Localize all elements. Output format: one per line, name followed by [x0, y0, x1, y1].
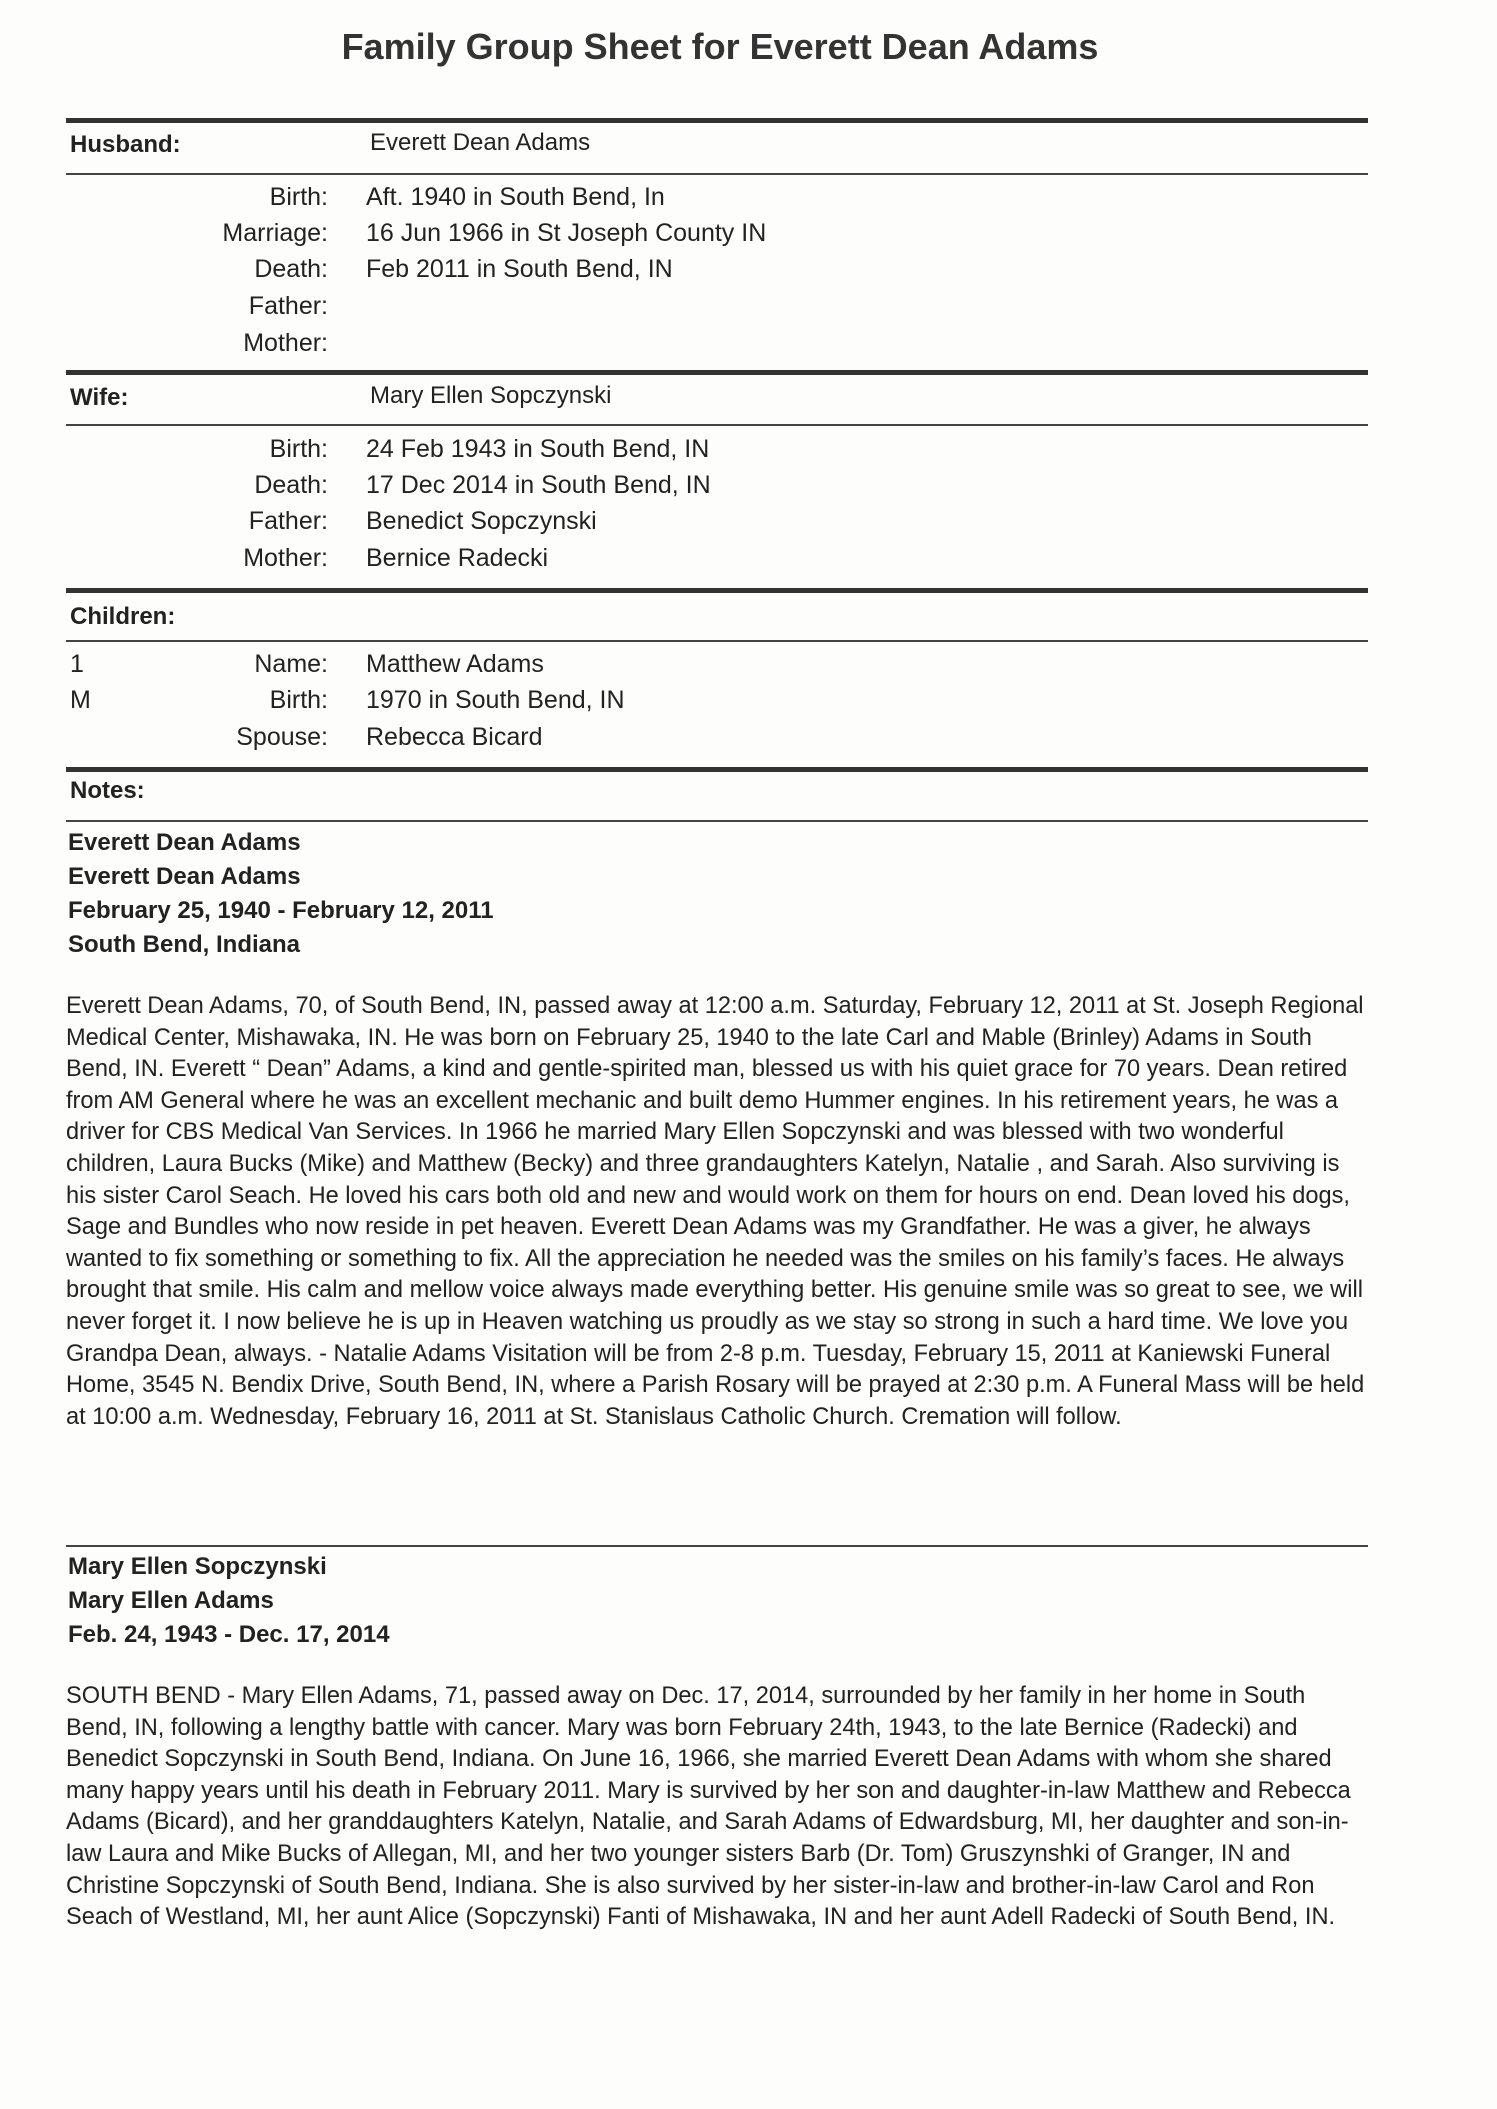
fact-value: Aft. 1940 in South Bend, In [366, 183, 665, 211]
section-subdivider [66, 424, 1368, 426]
note-divider [66, 1545, 1368, 1547]
husband-fact-birth [0, 183, 1440, 219]
note-heading-line: Mary Ellen Adams [68, 1587, 274, 1614]
fact-value: Feb 2011 in South Bend, IN [366, 255, 673, 283]
section-divider [66, 588, 1368, 593]
wife-fact-birth [0, 435, 1440, 471]
note-heading [68, 1550, 390, 1652]
note-heading-line: South Bend, Indiana [68, 931, 300, 958]
child-fact-spouse [0, 723, 1440, 759]
fact-value: 17 Dec 2014 in South Bend, IN [366, 471, 711, 499]
note-body: Everett Dean Adams, 70, of South Bend, IN, passed away at 12:00 a.m. Saturday, February 12, 2011 at St. Joseph Regional Medical Center, Mishawaka, IN. He was born on February 25, 1940 to the late Carl and Mable (Brinley) Adams in South Bend, IN. Everett “ Dean” Adams, a kind and gentle-spirited man, blessed us with his quiet grace for 70 years. Dean retired from AM General where he was an excellent mechanic and built demo Hummer engines. In his retirement years, he was a driver for CBS Medical Van Services. In 1966 he married Mary Ellen Sopczynski and was blessed with two wonderful children, Laura Bucks (Mike) and Matthew (Becky) and three grandaughters Katelyn, Natalie , and Sarah. Also surviving is his sister Carol Seach. He loved his cars both old and new and would work on them for hours on end. Dean loved his dogs, Sage and Bundles who now reside in pet heaven. Everett Dean Adams was my Grandfather. He was a giver, he always wanted to fix something or something to fix. All the appreciation he needed was the smiles on his family’s faces. He always brought that smile. His calm and mellow voice always made everything better. His genuine smile was so great to see, we will never forget it. I now believe he is up in Heaven watching us proudly as we stay so strong in such a hard time. We love you Grandpa Dean, always. - Natalie Adams Visitation will be from 2-8 p.m. Tuesday, February 15, 2011 at Kaniewski Funeral Home, 3545 N. Bendix Drive, South Bend, IN, where a Parish Rosary will be prayed at 2:30 p.m. A Funeral Mass will be held at 10:00 a.m. Wednesday, February 16, 2011 at St. Stanislaus Catholic Church. Cremation will follow. [66, 993, 1365, 1430]
section-divider [66, 767, 1368, 772]
wife-fact-mother [0, 544, 1440, 580]
fact-value: Bernice Radecki [366, 544, 549, 572]
child-number: 1 [70, 650, 84, 678]
child-fact-birth [0, 686, 1440, 722]
fact-label: Spouse: [236, 723, 328, 751]
fact-label: Birth: [269, 435, 328, 463]
fact-value: 16 Jun 1966 in St Joseph County IN [366, 219, 767, 247]
note-heading-line: Feb. 24, 1943 - Dec. 17, 2014 [68, 1621, 390, 1648]
fact-label: Name: [254, 650, 328, 678]
fact-label: Birth: [269, 183, 328, 211]
fact-value: Benedict Sopczynski [366, 507, 597, 535]
fact-label: Mother: [243, 329, 328, 357]
wife-name: Mary Ellen Sopczynski [370, 382, 612, 409]
page-title: Family Group Sheet for Everett Dean Adams [341, 26, 1099, 67]
fact-label: Marriage: [222, 219, 328, 247]
fact-value: Rebecca Bicard [366, 723, 543, 751]
fact-label: Mother: [243, 544, 328, 572]
fact-label: Death: [254, 471, 328, 499]
fact-value: Matthew Adams [366, 650, 544, 678]
section-subdivider [66, 640, 1368, 642]
section-divider [66, 118, 1368, 123]
note-heading [68, 826, 494, 962]
note-heading-line: February 25, 1940 - February 12, 2011 [68, 897, 494, 924]
husband-name: Everett Dean Adams [370, 129, 591, 156]
section-divider [66, 370, 1368, 375]
husband-fact-mother [0, 329, 1440, 365]
wife-fact-father [0, 507, 1440, 543]
husband-fact-marriage [0, 219, 1440, 255]
wife-label: Wife: [70, 384, 129, 411]
fact-value: 24 Feb 1943 in South Bend, IN [366, 435, 710, 463]
notes-label: Notes: [70, 777, 145, 804]
fact-label: Death: [254, 255, 328, 283]
note-heading-line: Everett Dean Adams [68, 829, 301, 856]
fact-value: 1970 in South Bend, IN [366, 686, 625, 714]
child-fact-name [0, 650, 1440, 686]
children-label: Children: [70, 603, 176, 630]
note-heading-line: Everett Dean Adams [68, 863, 301, 890]
husband-label: Husband: [70, 131, 181, 158]
husband-fact-death [0, 255, 1440, 291]
fact-label: Father: [248, 292, 328, 320]
fact-label: Birth: [269, 686, 328, 714]
section-subdivider [66, 173, 1368, 175]
child-sex: M [70, 686, 91, 714]
fact-label: Father: [248, 507, 328, 535]
section-subdivider [66, 820, 1368, 822]
note-heading-line: Mary Ellen Sopczynski [68, 1553, 327, 1580]
note-body: SOUTH BEND - Mary Ellen Adams, 71, passed away on Dec. 17, 2014, surrounded by her family in her home in South Bend, IN, following a lengthy battle with cancer. Mary was born February 24th, 1943, to the late Bernice (Radecki) and Benedict Sopczynski in South Bend, Indiana. On June 16, 1966, she married Everett Dean Adams with whom she shared many happy years until his death in February 2011. Mary is survived by her son and daughter-in-law Matthew and Rebecca Adams (Bicard), and her granddaughters Katelyn, Natalie, and Sarah Adams of Edwardsburg, MI, her daughter and son-in-law Laura and Mike Bucks of Allegan, MI, and her two younger sisters Barb (Dr. Tom) Gruszynshki of Granger, IN and Christine Sopczynski of South Bend, Indiana. She is also survived by her sister-in-law and brother-in-law Carol and Ron Seach of Westland, MI, her aunt Alice (Sopczynski) Fanti of Mishawaka, IN and her aunt Adell Radecki of South Bend, IN. [66, 1683, 1351, 1931]
husband-fact-father [0, 292, 1440, 328]
wife-fact-death [0, 471, 1440, 507]
